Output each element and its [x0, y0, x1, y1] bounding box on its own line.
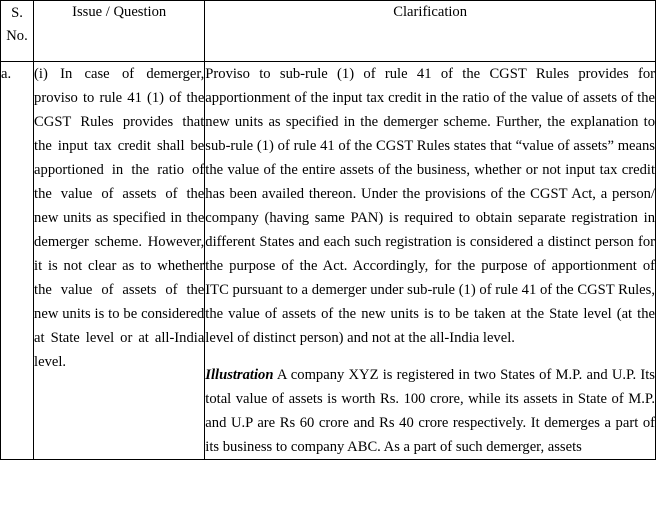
illustration-paragraph — [205, 363, 655, 459]
table-header-row — [1, 1, 656, 62]
illustration-text: A company XYZ is registered in two States of M.P. and U.P. Its total value of assets is worth Rs. 100 crore, while its assets in State of M.P. and U.P are Rs 60 crore and Rs 40 crore respectively. It demerges a part of its business to company ABC. As a part of such demerger, assets — [205, 367, 655, 455]
table-row — [1, 62, 656, 460]
header-clarification: Clarification — [205, 1, 656, 62]
row-issue: (i) In case of demerger, proviso to rule 41 (1) of the CGST Rules provides that the input tax credit shall be apportioned in the ratio of the value of assets of the new units as specified in the demerger scheme. However, it is not clear as to whether the value of assets of the new units is to be considered at State level or at all-India level. — [34, 62, 205, 460]
header-issue: Issue / Question — [34, 1, 205, 62]
illustration-label: Illustration — [205, 367, 274, 383]
header-sno: S. No. — [1, 1, 34, 62]
row-clarification — [205, 62, 656, 460]
row-sno: a. — [1, 62, 34, 460]
clarification-paragraph: Proviso to sub-rule (1) of rule 41 of the CGST Rules provides for apportionment of the input tax credit in the ratio of the value of assets of the new units as specified in the demerger scheme. Further, the explanation to sub-rule (1) of rule 41 of the CGST Rules states that “value of assets” means the value of the entire assets of the business, whether or not input tax credit has been availed thereon. Under the provisions of the CGST Act, a person/ company (having same PAN) is required to obtain separate registration in different States and each such registration is considered a distinct person for the purpose of the Act. Accordingly, for the purpose of apportionment of ITC pursuant to a demerger under sub-rule (1) of rule 41 of the CGST Rules, the value of assets of the new units is to be taken at the State level (at the level of distinct person) and not at the all-India level. — [205, 66, 655, 346]
